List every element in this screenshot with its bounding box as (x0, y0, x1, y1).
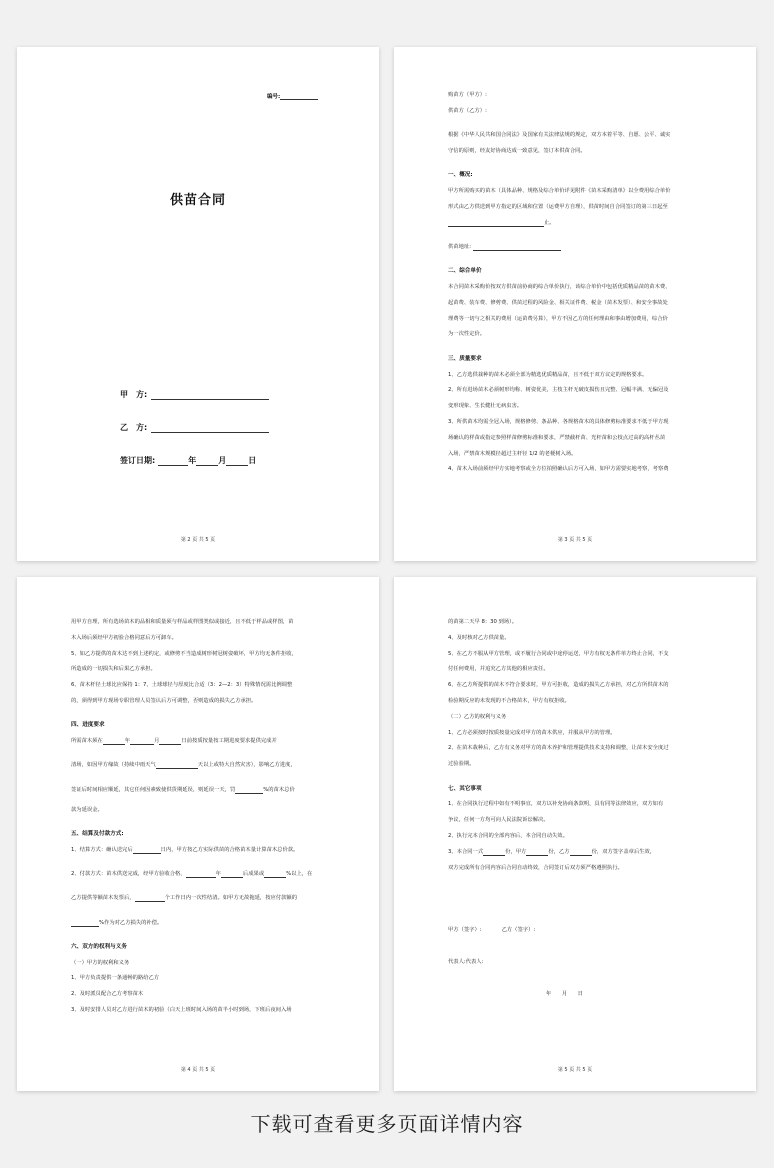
text-line: 检验期反应的未发现的不合格苗木，甲方有权拒收。 (448, 698, 570, 704)
text-line: 供苗方（乙方）: (448, 107, 487, 114)
blank-underline (130, 738, 154, 745)
party-b-field: 乙 方: (120, 422, 269, 433)
text-line: 入场，严禁苗木规模径超过主杆径 1/2 的老梗树入场。 (448, 450, 577, 457)
text-line: 2、及时派员配合乙方考察苗木 (71, 991, 144, 998)
fill-in-line: 所需苗木须在 年 月 日前按质按量按工期进度要求提供完成并 (71, 738, 277, 745)
text-line: 1、在合同执行过程中如有不明事宜，双方以补充协商条款明，具有同等法律效应，双方如有 (448, 801, 664, 808)
download-caption: 下载可查看更多页面详情内容 (250, 1112, 524, 1136)
blank-underline (103, 738, 125, 745)
text-line: （一）甲方的权利和义务 (71, 959, 130, 966)
blank-underline (526, 849, 548, 856)
text-line: 3、所供苗木均需全冠入场，规格修剪、条品种、各规格苗木的具体修剪标准要求不低于甲方现 (448, 418, 669, 425)
fill-in-line: 乙方提供等额苗木发票后， 个工作日内一次性结清。如甲方无故拖延，按应付款额的 (71, 895, 298, 902)
text-line: 守信的原则，经友好协商达成一致意见，签订本供苗合同。 (448, 147, 586, 154)
section-heading: 五、结算及付款方式: (71, 830, 124, 837)
text-line: 本合同苗木采购价按双方供苗前协商的综合单价执行，该综合单价中包括优质精品苗的苗木费、 (448, 284, 671, 290)
contract-page-4 (17, 577, 379, 1091)
text-line: （二）乙方的权利与义务 (448, 713, 507, 720)
text-line: 2、所有进场苗木必须树形均称、树姿优美，主枝主杆无破皮损伤且完整、冠幅丰满、无偏冠及 (448, 387, 669, 394)
blank-underline (235, 787, 263, 794)
blank-underline (135, 895, 165, 902)
text-line: 4、及时核对乙方供苗量。 (448, 634, 510, 641)
text-line: 根据《中华人民共和国合同法》及国家有关法律法规的规定，双方本着平等、自愿、公平、诚实 (448, 132, 671, 139)
blank-underline (221, 871, 243, 878)
text-line: 付任何费用，并追究乙方其他的相应责任。 (448, 666, 549, 673)
blank-underline (159, 738, 181, 745)
text-line: 4、苗木入场前须经甲方实地考察或全方位拍照确认后方可入场，如甲方需要实地考察，考察费 (448, 466, 669, 473)
text-line: 场确认的样苗或指定参照样苗修剪标准和要求，严禁截杆苗、光杆苗和公枝点过高的高杆丛苗 (448, 434, 666, 441)
sign-date-field: 签订日期: 年 月 日 (120, 456, 257, 465)
party-b-signature: 乙方（签字）: (501, 927, 536, 933)
blank-underline (570, 849, 592, 856)
text-line: 止。 (448, 219, 555, 227)
text-line: 款为延误金。 (71, 806, 103, 813)
text-line: 6、在乙方所提供的苗木不符合要求时，甲方可拒收，造成的损失乙方承担，对乙方所供苗木的 (448, 682, 669, 689)
number-underline (280, 93, 318, 100)
text-line: 起苗费、装车费、修剪费、供苗过程的风险金、相关证件费、税金（苗木发票）、和安全事故处 (448, 299, 668, 306)
text-line: 形式由乙方供送到甲方指定的区域和位置（运费甲方自理），供苗时间自合同签订的第三日起至 (448, 203, 668, 210)
text-line: 1、乙方必须按时按质按量完成对甲方的苗木供应，并服从甲方的管理。 (448, 729, 616, 736)
text-line: 过验验期。 (448, 761, 475, 768)
text-line: 用甲方自理，所有选场苗木的品相和质量须与样品或样图类似或接近，且不低于样品或样图，苗 (71, 619, 294, 625)
text-line: 争议，任何一方均可向人民法院诉讼解决。 (448, 817, 549, 824)
fill-in-line: 3、本合同一式 份，甲方 份，乙方 份，双方签字盖章后生效， (448, 848, 656, 855)
text-line: 的，须得到甲方现场专职管理人员签认后方可调整，否则造成的损失乙方承担。 (71, 698, 257, 704)
representative-line: 代表人:代表人: (448, 959, 484, 965)
section-heading: 七、其它事项 (448, 785, 482, 792)
page-number: 第 3 页 共 5 页 (557, 537, 593, 543)
fill-in-line: 1、结算方式：确认送完后 日内，甲方按乙方实际供苗的合格苗木量计算苗木总价款。 (71, 846, 299, 853)
party-a-field: 甲 方: (120, 389, 269, 400)
contract-title: 供苗合同 (169, 193, 226, 208)
text-line: 1、乙方选供栽种的苗木必须全部为精选优质精品苗，且不低于双方议定的规格要求。 (448, 371, 648, 378)
blank-underline (133, 847, 161, 854)
text-line: 供苗地址: (448, 243, 561, 251)
fill-in-line: 清场，如因甲方缘故（持续中雨天气 天以上或特大自然灾害），影响乙方进度， (71, 762, 296, 769)
section-heading: 三、质量要求 (448, 355, 482, 362)
fill-in-line: 2、付款方式：苗木供送完成，经甲方验收合格， 年 后成果或 %以上，在 (71, 870, 313, 877)
fill-in-line: %作为对乙方损失的补偿。 (71, 919, 162, 927)
text-line: 变形现象、生长健壮无病虫害。 (448, 403, 523, 410)
text-line: 1、甲方负责提供一条通畅的路给乙方 (71, 975, 160, 982)
text-line: 5、如乙方提供的苗木达不到上述约定，或修剪不当造成树形树冠树姿破坏，甲方均无条件拒收， (71, 650, 297, 657)
text-line: 理费等一切与之相关的费用（运苗费另算），甲方不因乙方的任何理由和事由增加费用，综合价 (448, 315, 668, 322)
text-line: 3、及时安排人员对乙方进行苗木的初验（白天上班时间入场的苗半小时到场，下班后夜间入场 (71, 1007, 292, 1013)
text-line: 2、执行完本合同的全部内容后，本合同自动失效。 (448, 832, 568, 839)
contract-number: 编号: (267, 92, 318, 100)
text-line: 木入场后须经甲方初验合格同意后方可卸车。 (71, 634, 177, 641)
blank-underline (71, 920, 99, 927)
signature-block (448, 926, 535, 934)
blank-underline (156, 762, 198, 769)
text-line: 购苗方（甲方）: (448, 92, 487, 98)
signature-date: 年 月 日 (546, 991, 584, 997)
contract-page-3 (394, 47, 756, 561)
text-line: 甲方所需购买的苗木（具体品种、规格及综合单价详见附件《苗木采购清单》以全费用综合单价 (448, 188, 671, 194)
section-heading: 一、概况: (448, 172, 473, 179)
page-number: 第 2 页 共 5 页 (180, 537, 216, 543)
text-line: 的苗第二天早 8：30 到场）。 (448, 619, 518, 625)
section-heading: 二、综合单价 (448, 268, 482, 275)
section-heading: 四、进度要求 (71, 722, 105, 729)
text-line: 所造成的一切损失和后果乙方承担。 (71, 666, 156, 673)
page-number: 第 5 页 共 5 页 (557, 1067, 593, 1073)
section-heading: 六、双方的权利与义务 (71, 943, 127, 950)
blank-underline (483, 849, 505, 856)
fill-in-line: 签证后时间相应顺延，其它任何因素致使供货期延误，则延误一天，罚 %的苗木总价 (71, 786, 295, 793)
page-number: 第 4 页 共 5 页 (180, 1067, 216, 1073)
blank-underline (264, 871, 286, 878)
contract-page-5 (394, 577, 756, 1091)
text-line: 2、在苗木栽种后，乙方有义务对甲方的苗木养护和管理提供技术支持和调整，让苗木安全度过 (448, 745, 669, 752)
contract-page-2 (17, 47, 379, 561)
text-line: 为一次性定价。 (448, 331, 486, 338)
text-line: 6、苗木杆径土球比应保持 1：7，土球球径与厚度比合适（3：2—2：3）特殊情况需比例调整 (71, 682, 293, 689)
text-line: 5、在乙方不服从甲方管理，或不履行合同或中途停运送，甲方有权无条件单方终止合同，不支 (448, 650, 669, 657)
text-line: 双方完成所有合同内容后合同自动终效，合同签订后双方须严格遵照执行。 (448, 864, 623, 871)
blank-underline (186, 871, 216, 878)
party-a-signature: 甲方（签字）: (448, 927, 482, 933)
